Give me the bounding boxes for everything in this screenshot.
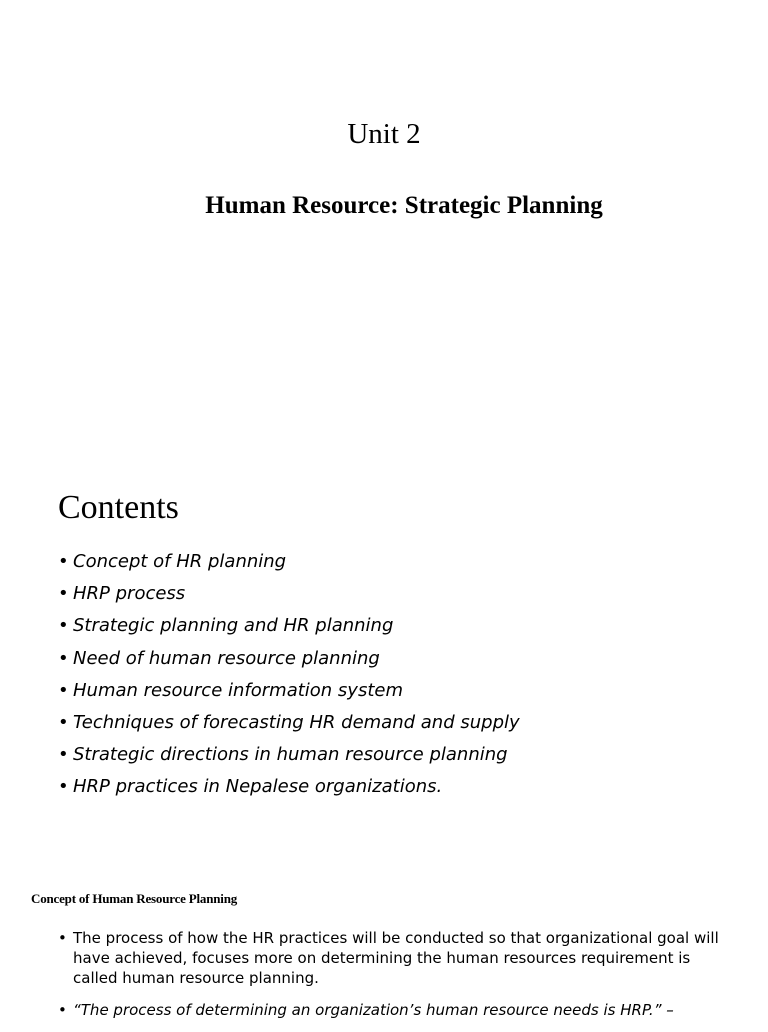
bullet-icon: • [58, 929, 67, 947]
list-item-text: Concept of HR planning [73, 551, 287, 572]
list-item-text: Strategic planning and HR planning [73, 615, 394, 637]
list-item [58, 1000, 728, 1020]
contents-slide [0, 440, 768, 840]
list-item [58, 928, 728, 988]
list-item-text: The process of how the HR practices will be conducted so that organizational goal will have achieved, focuses more on determining the human resources requirement is called human resource planning. [73, 929, 719, 987]
title-slide [0, 0, 768, 440]
list-item [58, 645, 520, 677]
list-item [58, 709, 520, 741]
contents-heading: Contents [58, 489, 179, 526]
list-item-text: HRP process [73, 583, 186, 605]
list-item-text: Need of human resource planning [73, 647, 380, 669]
unit-subtitle: Human Resource: Strategic Planning [205, 192, 603, 219]
concept-list [58, 928, 728, 1032]
bullet-icon: • [58, 744, 69, 766]
bullet-icon: • [58, 711, 69, 733]
list-item [58, 773, 520, 805]
list-item-text: Human resource information system [73, 679, 404, 701]
bullet-icon: • [58, 551, 69, 572]
list-item [58, 612, 520, 644]
list-item-text: HRP practices in Nepalese organizations. [73, 776, 443, 798]
unit-title: Unit 2 [347, 118, 421, 150]
bullet-icon: • [58, 679, 69, 701]
list-item [58, 548, 520, 580]
list-item [58, 677, 520, 709]
bullet-icon: • [58, 776, 69, 798]
bullet-icon: • [58, 1001, 67, 1019]
concept-heading: Concept of Human Resource Planning [31, 891, 238, 906]
list-item-text: “The process of determining an organization’s human resource needs is HRP.” – [73, 1001, 674, 1019]
bullet-icon: • [58, 615, 69, 637]
bullet-icon: • [58, 647, 69, 669]
list-item-text: Strategic directions in human resource planning [73, 744, 508, 766]
list-item-text: Techniques of forecasting HR demand and supply [73, 711, 520, 733]
bullet-icon: • [58, 583, 69, 605]
list-item [58, 741, 520, 773]
concept-slide [0, 840, 768, 1024]
list-item [58, 580, 520, 612]
contents-list [58, 548, 520, 806]
